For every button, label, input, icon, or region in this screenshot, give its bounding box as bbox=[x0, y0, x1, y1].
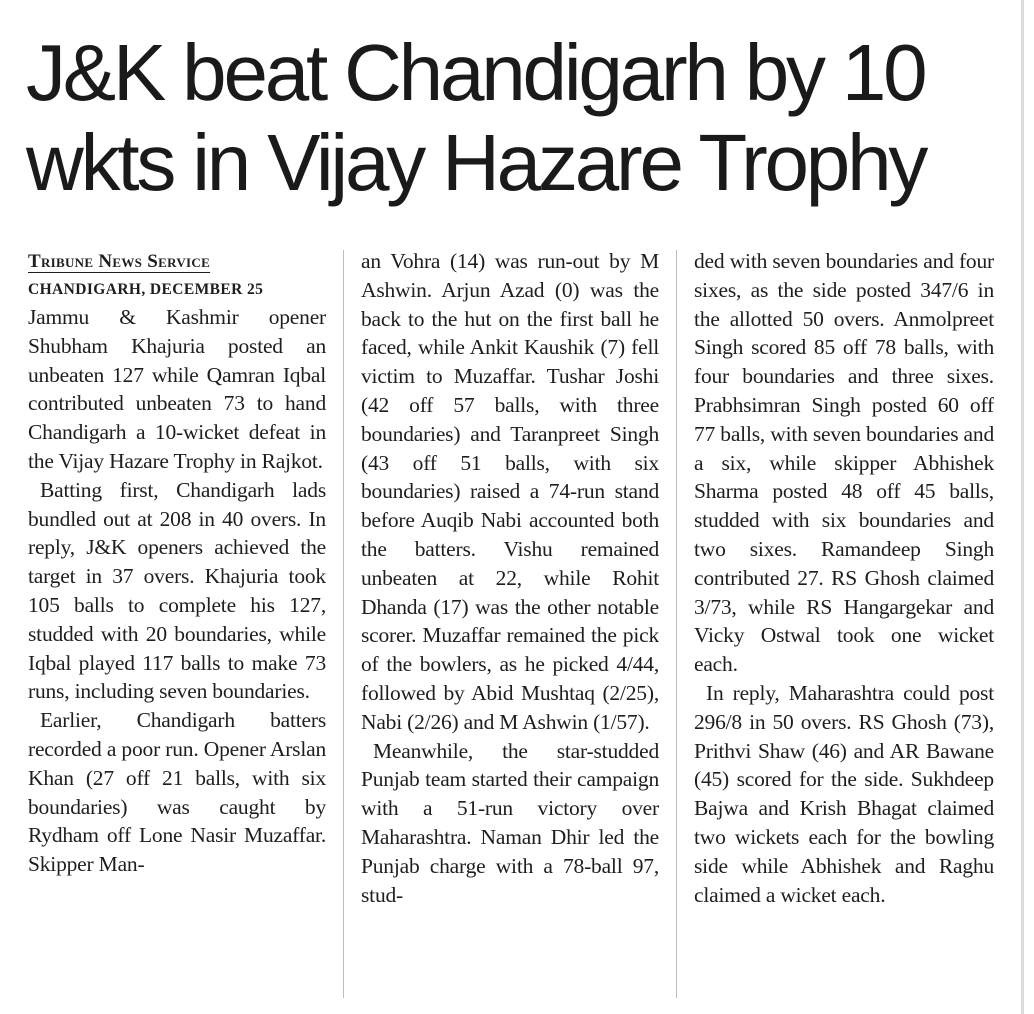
byline: Tribune News Service bbox=[28, 251, 211, 272]
paragraph: Meanwhile, the star-studded Punjab team started their campaign with a 51-run victory over Maharashtra. Naman Dhir led the Punjab charge with a 78-ball 97, stud- bbox=[361, 738, 659, 907]
page-edge-rule bbox=[1021, 0, 1024, 1014]
article-column-1 bbox=[28, 247, 326, 1007]
paragraph: an Vohra (14) was run-out by M Ashwin. Arjun Azad (0) was the back to the hut on the first ball he faced, while Ankit Kaushik (7) fell victim to Muzaffar. Tushar Joshi (42 off 57 balls, with three boundaries) and Taranpreet Singh (43 off 51 balls, with six boundaries) raised a 74-run stand before Auqib Nabi accounted both the batters. Vishu remained unbeaten at 22, while Rohit Dhanda (17) was the other notable scorer. Muzaffar remained the pick of the bowlers, as he picked 4/44, followed by Abid Mushtaq (2/25), Nabi (2/26) and M Ashwin (1/57). bbox=[361, 249, 659, 734]
column-divider bbox=[343, 250, 344, 998]
article-column-3 bbox=[694, 247, 994, 1007]
paragraph: Batting first, Chandigarh lads bundled out at 208 in 40 overs. In reply, J&K openers achieved the target in 37 overs. Khajuria took 105 balls to complete his 127, studded with 20 boundaries, while Iqbal played 117 balls to make 73 runs, including seven boundaries. bbox=[28, 477, 326, 704]
column-divider bbox=[676, 250, 677, 998]
paragraph: Jammu & Kashmir opener Shubham Khajuria posted an unbeaten 127 while Qamran Iqbal contributed unbeaten 73 to hand Chandigarh a 10-wicket defeat in the Vijay Hazare Trophy in Rajkot. bbox=[28, 305, 326, 473]
paragraph: In reply, Maharashtra could post 296/8 in 50 overs. RS Ghosh (73), Prithvi Shaw (46) and AR Bawane (45) scored for the side. Sukhdeep Bajwa and Krish Bhagat claimed two wickets each for the bowling side while Abhishek and Raghu claimed a wicket each. bbox=[694, 680, 994, 907]
headline bbox=[26, 28, 1011, 208]
article-column-2 bbox=[361, 247, 659, 1007]
headline-line-1: J&K beat Chandigarh by 10 bbox=[26, 28, 925, 117]
headline-line-2: wkts in Vijay Hazare Trophy bbox=[26, 118, 926, 207]
paragraph: Earlier, Chandigarh batters recorded a poor run. Opener Arslan Khan (27 off 21 balls, with six boundaries) was caught by Rydham off Lone Nasir Muzaffar. Skipper Man- bbox=[28, 708, 326, 877]
paragraph: ded with seven boundaries and four sixes, as the side posted 347/6 in the allotted 50 overs. Anmolpreet Singh scored 85 off 78 balls, with four boundaries and three sixes. Prabhsimran Singh posted 60 off 77 balls, with seven boundaries and a six, while skipper Abhishek Sharma posted 48 off 45 balls, studded with six boundaries and two sixes. Ramandeep Singh contributed 27. RS Ghosh claimed 3/73, while RS Hangargekar and Vicky Ostwal took one wicket each. bbox=[694, 249, 994, 677]
dateline: CHANDIGARH, DECEMBER 25 bbox=[28, 281, 264, 298]
